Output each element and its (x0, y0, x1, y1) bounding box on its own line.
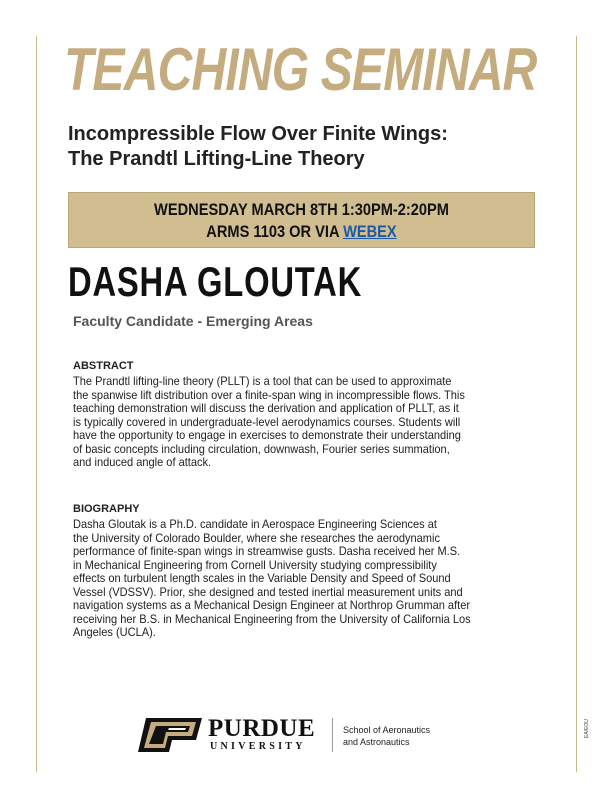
biography-line: Vessel (VDSSV). Prior, she designed and tested inertial measurement units and (73, 584, 463, 599)
biography-line: the University of Colorado Boulder, where she researches the aerodynamic (73, 530, 440, 545)
abstract-line: is typically covered in undergraduate-level aerodynamics courses. Students will (73, 414, 461, 429)
biography-line: Dasha Gloutak is a Ph.D. candidate in Aerospace Engineering Sciences at (73, 517, 437, 531)
event-banner (68, 192, 535, 248)
seminar-title (68, 122, 558, 172)
purdue-p-icon (138, 718, 202, 752)
abstract-label: ABSTRACT (73, 360, 134, 372)
seminar-heading: TEACHING SEMINAR (64, 36, 537, 103)
document-code: EA/EOU (584, 719, 590, 738)
university-wordmark: UNIVERSITY (210, 741, 306, 752)
biography-line: effects on turbulent length scales in the Variable Density and Speed of Sound (73, 571, 451, 585)
biography-line: Angeles (UCLA). (73, 625, 156, 639)
logo-divider (332, 718, 333, 752)
biography-line: navigation systems as a Mechanical Design Engineer at Northrop Grumman after (73, 598, 471, 612)
location-text: ARMS 1103 OR VIA (206, 222, 344, 241)
abstract-text (73, 375, 553, 470)
abstract-line: the spanwise lift distribution over a finite-span wing in incompressible flows. This (73, 387, 465, 402)
abstract-line: and induced angle of attack. (73, 455, 212, 469)
biography-line: in Mechanical Engineering from Cornell University studying compressibility (73, 557, 437, 572)
biography-line: receiving her B.S. in Mechanical Engineering from the University of California Los (73, 611, 471, 626)
abstract-line: teaching demonstration will discuss the derivation and application of PLLT, as it (73, 401, 459, 415)
purdue-wordmark: PURDUE (208, 715, 316, 742)
biography-label: BIOGRAPHY (73, 503, 140, 515)
speaker-name: DASHA GLOUTAK (68, 258, 363, 305)
school-name (343, 724, 430, 748)
abstract-line: of basic concepts including circulation, downwash, Fourier series summation, (73, 441, 450, 456)
speaker-role: Faculty Candidate - Emerging Areas (73, 313, 313, 329)
webex-link[interactable]: WEBEX (343, 222, 397, 241)
right-margin-rule (576, 36, 577, 772)
event-date-time: WEDNESDAY MARCH 8TH 1:30PM-2:20PM (154, 200, 449, 219)
biography-text (73, 518, 553, 640)
purdue-logo (138, 716, 468, 756)
abstract-line: The Prandtl lifting-line theory (PLLT) is a tool that can be used to approximate (73, 374, 452, 388)
title-line: The Prandtl Lifting-Line Theory (68, 148, 365, 170)
abstract-line: have the opportunity to engage in exercises to demonstrate their understanding (73, 428, 461, 442)
event-location (102, 221, 502, 243)
school-line: and Astronautics (343, 737, 410, 747)
left-margin-rule (36, 36, 37, 772)
title-line: Incompressible Flow Over Finite Wings: (68, 123, 448, 145)
school-line: School of Aeronautics (343, 725, 431, 735)
biography-line: performance of finite-span wings in streamwise gusts. Dasha received her M.S. (73, 544, 461, 558)
